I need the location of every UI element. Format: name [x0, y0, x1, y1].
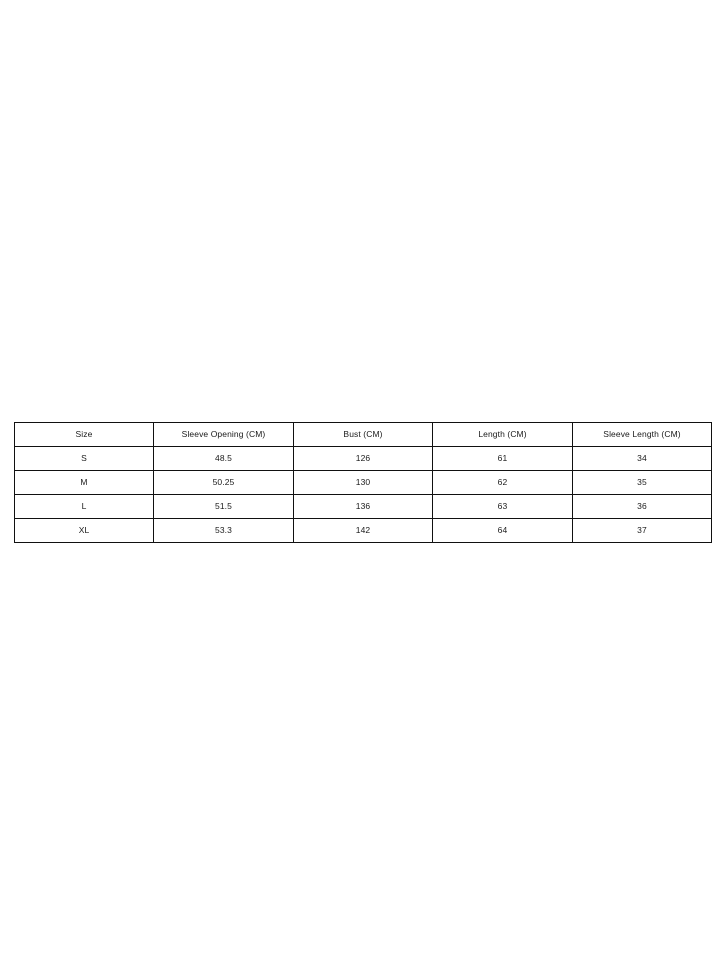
cell-length: 62 [433, 471, 573, 495]
cell-size: XL [15, 519, 154, 543]
cell-sleeve-length: 36 [573, 495, 712, 519]
column-header-bust: Bust (CM) [294, 423, 433, 447]
cell-size: S [15, 447, 154, 471]
cell-sleeve-opening: 50.25 [154, 471, 294, 495]
table-row [15, 471, 712, 495]
cell-bust: 142 [294, 519, 433, 543]
cell-sleeve-length: 35 [573, 471, 712, 495]
cell-length: 63 [433, 495, 573, 519]
cell-sleeve-opening: 48.5 [154, 447, 294, 471]
size-chart-container [14, 422, 706, 543]
cell-sleeve-length: 34 [573, 447, 712, 471]
cell-sleeve-length: 37 [573, 519, 712, 543]
cell-bust: 126 [294, 447, 433, 471]
table-row [15, 519, 712, 543]
table-row [15, 447, 712, 471]
cell-size: L [15, 495, 154, 519]
column-header-sleeve-length: Sleeve Length (CM) [573, 423, 712, 447]
column-header-size: Size [15, 423, 154, 447]
cell-bust: 136 [294, 495, 433, 519]
cell-size: M [15, 471, 154, 495]
cell-length: 64 [433, 519, 573, 543]
table-row [15, 495, 712, 519]
cell-sleeve-opening: 53.3 [154, 519, 294, 543]
size-chart-table [14, 422, 712, 543]
cell-bust: 130 [294, 471, 433, 495]
cell-sleeve-opening: 51.5 [154, 495, 294, 519]
table-header [15, 423, 712, 447]
column-header-length: Length (CM) [433, 423, 573, 447]
table-body [15, 447, 712, 543]
column-header-sleeve-opening: Sleeve Opening (CM) [154, 423, 294, 447]
table-header-row [15, 423, 712, 447]
cell-length: 61 [433, 447, 573, 471]
